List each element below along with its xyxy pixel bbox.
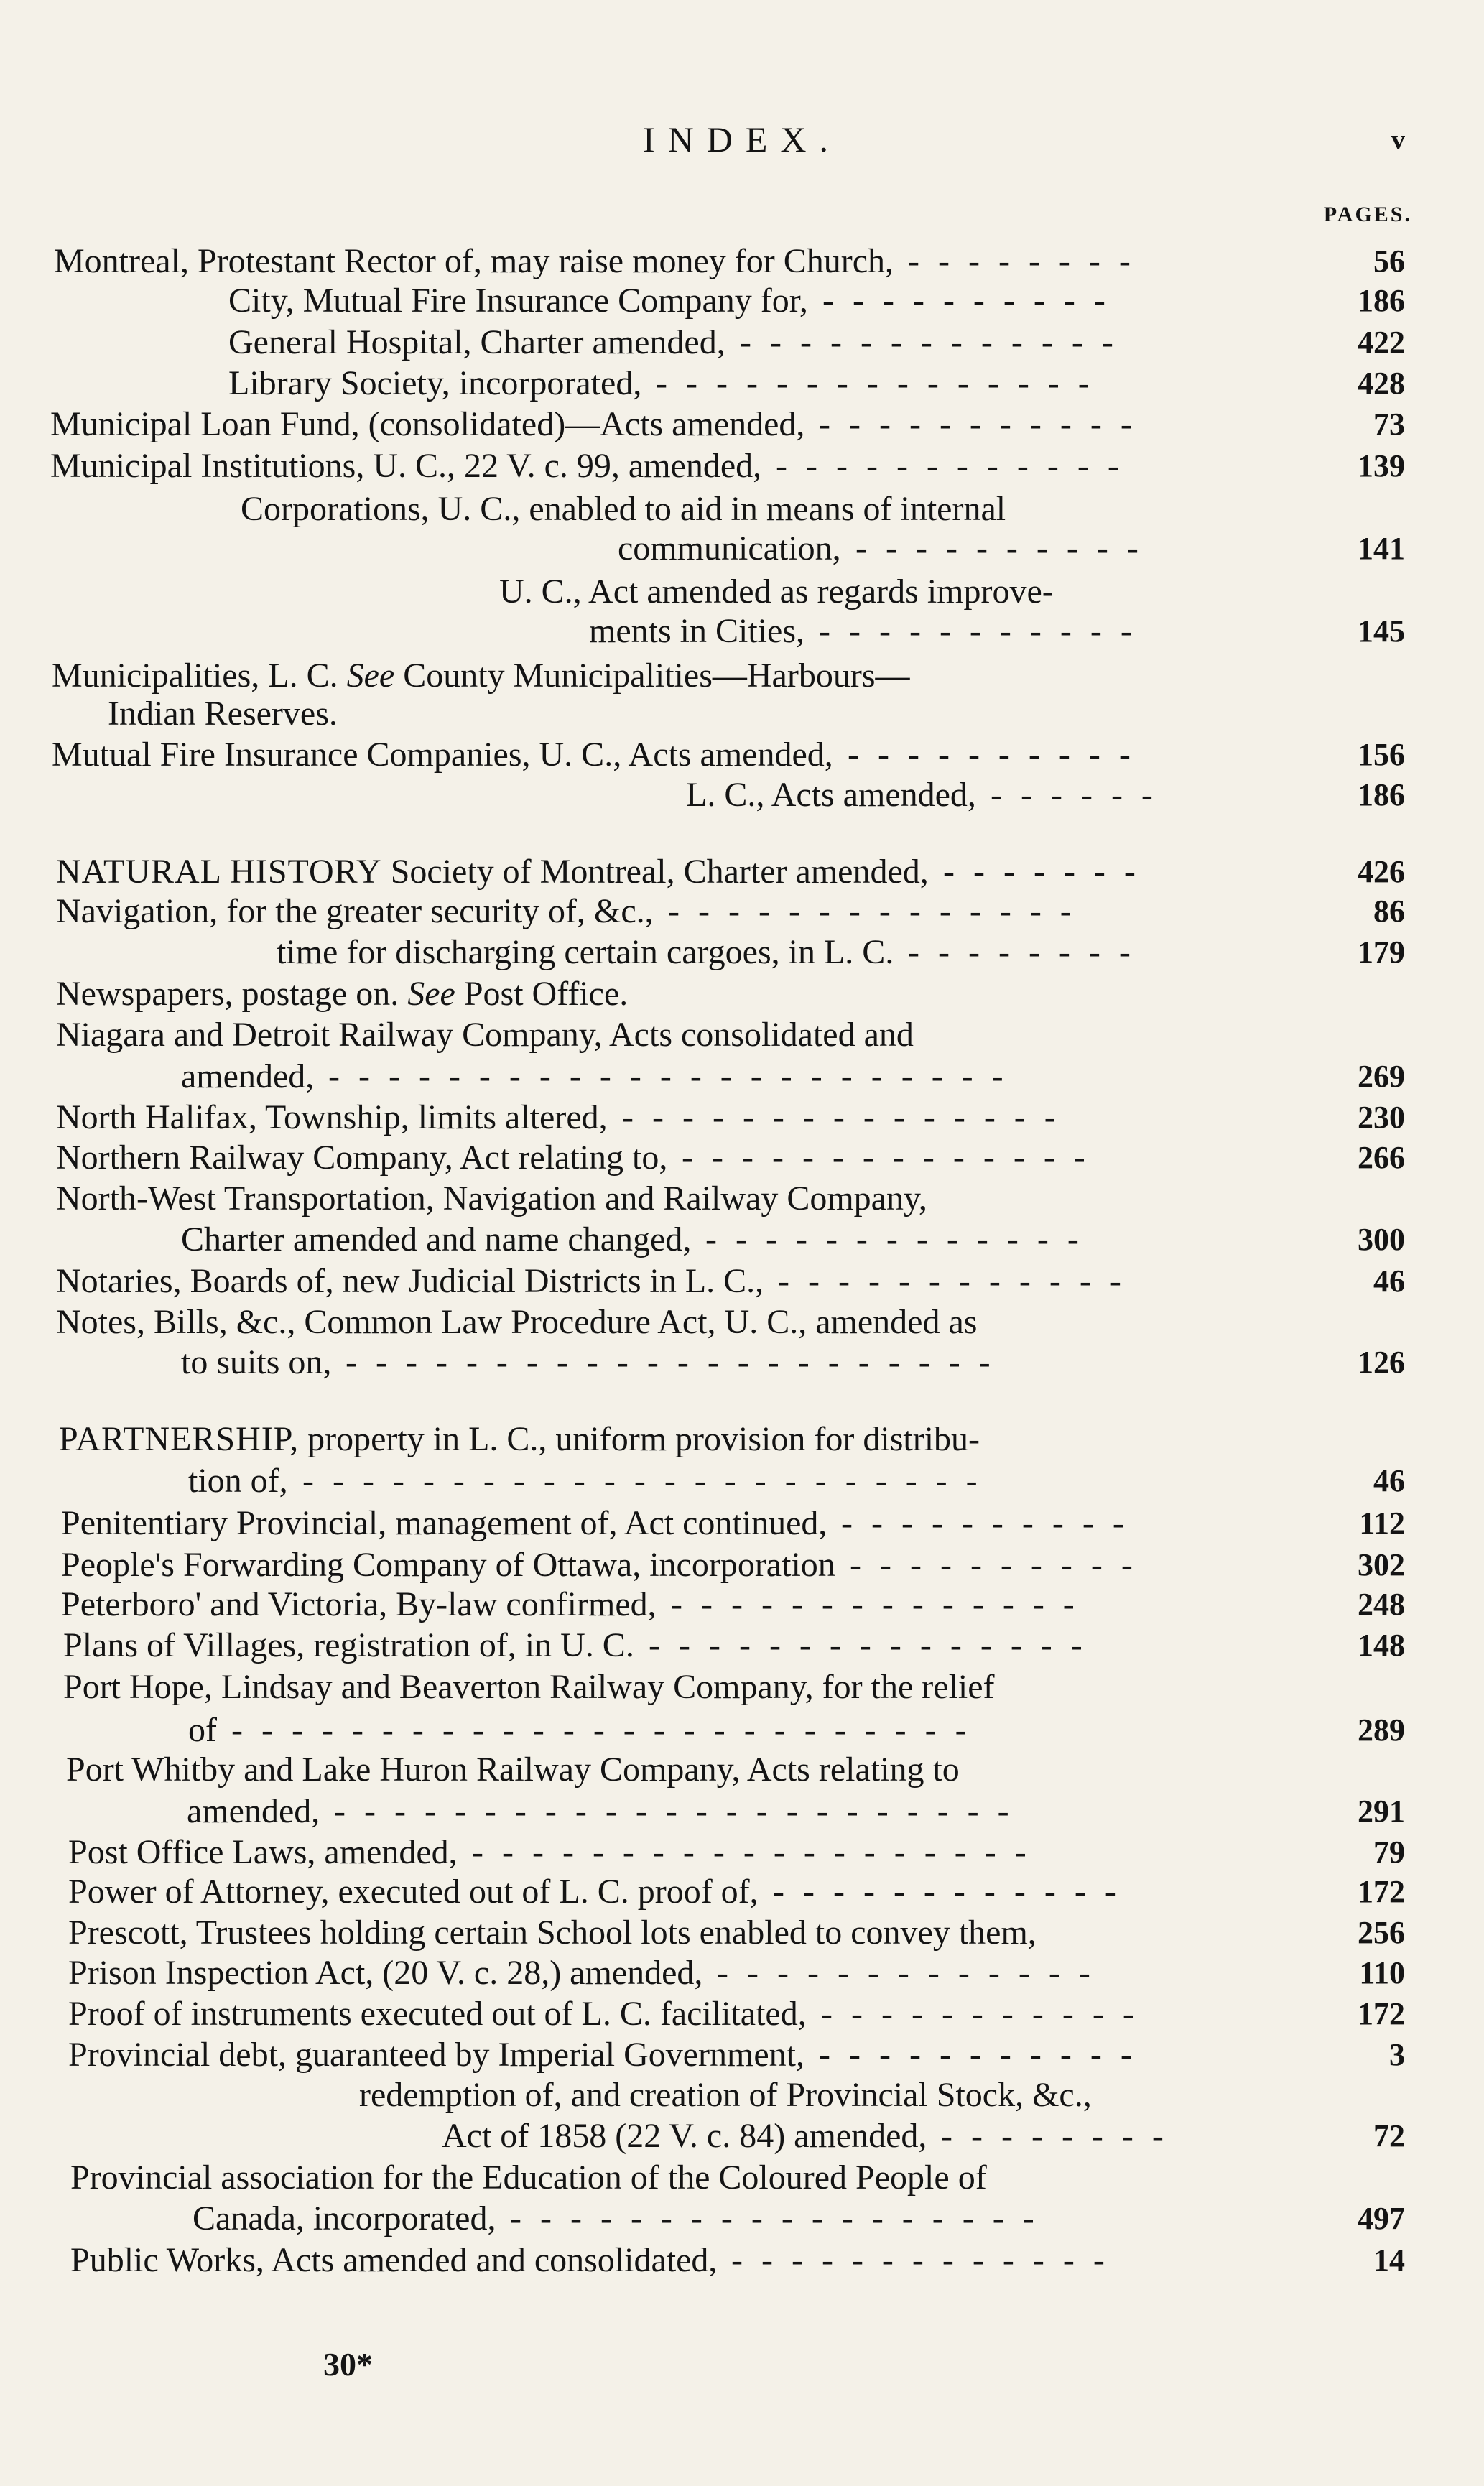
see-reference: See [407,975,455,1013]
entry-text-part: Provincial association for the Education of the Coloured People of [70,2158,987,2197]
entry-text-part: Provincial debt, guaranteed by Imperial Government, [68,2036,804,2074]
entry-text-part: Society of Montreal, Charter amended, [390,853,929,891]
page-reference: 302 [1358,1547,1405,1582]
entry-text [68,1871,759,1913]
entry-text [108,693,338,735]
entry-text-part: Prison Inspection Act, (20 V. c. 28,) amended, [68,1954,703,1992]
index-entry [0,1666,1484,1708]
index-entry [0,1993,1484,2035]
entry-text-part: time for discharging certain cargoes, in L. C. [277,933,894,971]
leader-dashes: -------- [941,2117,1182,2155]
entry-text-part: Niagara and Detroit Railway Company, Acts consolidated and [56,1016,914,1054]
entry-text [63,1666,995,1708]
entry-text-part: Prescott, Trustees holding certain School lots enabled to convey them, [68,1914,1037,1952]
index-entry [0,2157,1484,2199]
page-reference: 230 [1358,1100,1405,1135]
index-entry [0,973,1484,1015]
leader-dashes: ------------- [740,323,1132,361]
page-reference: 46 [1373,1463,1405,1498]
page-reference: 126 [1358,1345,1405,1380]
entry-text-part: Plans of Villages, registration of, in U. C. [63,1626,634,1664]
entry-text [181,1056,314,1098]
leader-dashes: ------------------- [472,1833,1045,1871]
entry-text [56,973,628,1015]
index-entry [0,655,1484,697]
entry-text [241,488,1006,530]
leader-dashes: ----------------------- [328,1057,1022,1095]
entry-text-part: amended, [187,1792,320,1830]
index-entry [0,1302,1484,1343]
entry-text-part: Proof of instruments executed out of L. C. facilitated, [68,1995,807,2033]
index-entry [0,1544,1484,1586]
leader-dashes: ------------ [776,447,1138,485]
leader-dashes: ----------------------- [302,1462,996,1500]
page-reference: 112 [1359,1506,1405,1541]
index-entry [0,1137,1484,1179]
leader-dashes: --------------- [649,1626,1101,1664]
leader-dashes: ------------ [773,1873,1135,1911]
page-reference: 86 [1373,894,1405,929]
index-entry [0,363,1484,404]
index-entry [0,851,1484,893]
entry-text [618,528,841,570]
entry-text [56,1178,927,1220]
index-entry [0,2240,1484,2281]
leader-dashes: ---------- [822,282,1124,320]
entry-text [56,1137,667,1179]
entry-text [499,571,1054,613]
index-entry [0,1342,1484,1383]
index-entry [0,2034,1484,2076]
entry-text-part: Post Office Laws, amended, [68,1833,458,1871]
entry-text-part: Penitentiary Provincial, management of, Act continued, [61,1504,827,1542]
leader-dashes: ------- [943,853,1154,891]
leader-dashes: ---------- [841,1504,1143,1542]
entry-text-part: U. C., Act amended as regards improve- [499,572,1054,611]
index-entry [0,528,1484,570]
entry-text [52,734,833,776]
page-reference: 186 [1358,777,1405,812]
index-entry [0,2074,1484,2116]
index-entry [0,693,1484,735]
index-entry [0,488,1484,530]
leader-dashes: -------------- [668,892,1090,930]
index-entry [0,1832,1484,1873]
leader-dashes: --------------- [656,364,1108,402]
index-entry [0,1952,1484,1994]
leader-dashes: ---------- [848,736,1149,774]
entry-text-part: Power of Attorney, executed out of L. C. proof of, [68,1873,759,1911]
page-reference: 248 [1358,1587,1405,1622]
leader-dashes: ----------- [821,1995,1153,2033]
leader-dashes: ------------- [705,1220,1098,1258]
page-reference: 46 [1373,1263,1405,1299]
leader-dashes: ----------- [819,405,1151,443]
page-reference: 497 [1358,2201,1405,2236]
entry-text-part: Municipal Institutions, U. C., 22 V. c. 99, amended, [50,447,762,485]
page-reference: 141 [1358,531,1405,566]
entry-text-part: ments in Cities, [589,612,804,650]
page-reference: 289 [1358,1712,1405,1748]
page-reference: 148 [1358,1628,1405,1663]
entry-text-part: Northern Railway Company, Act relating to, [56,1138,668,1177]
entry-text [52,655,910,697]
index-entry [0,1625,1484,1666]
index-entry [0,1014,1484,1056]
index-entry [0,571,1484,613]
entry-text-part: Mutual Fire Insurance Companies, U. C., Acts amended, [52,736,833,774]
leader-dashes: ------------ [778,1262,1140,1300]
entry-text-part: to suits on, [181,1343,332,1381]
leader-dashes: ----------- [819,612,1151,650]
entry-text-part: L. C., Acts amended, [686,776,976,814]
index-entry [0,1097,1484,1138]
entry-text [70,2240,717,2281]
page-reference: 139 [1358,448,1405,483]
entry-heading: PARTNERSHIP, [59,1420,300,1458]
leader-dashes: ------ [991,776,1172,814]
signature-mark: 30* [323,2346,373,2383]
entry-text [61,1503,827,1544]
entry-text [68,2034,804,2076]
index-entry [0,1503,1484,1544]
index-entry [0,445,1484,487]
entry-text-part: People's Forwarding Company of Ottawa, incorporation [61,1546,835,1584]
entry-text-part: Library Society, incorporated, [228,364,642,402]
page-reference: 110 [1359,1955,1405,1990]
entry-text-part: communication, [618,529,841,567]
entry-text-part: North Halifax, Township, limits altered, [56,1098,608,1136]
entry-text [61,1584,657,1625]
entry-text-part: redemption of, and creation of Provincial Stock, &c., [359,2076,1092,2114]
index-entry [0,734,1484,776]
entry-text-part: Newspapers, postage on. [56,975,399,1013]
page-number: v [1391,125,1405,155]
page-reference: 179 [1358,934,1405,970]
entry-text [61,1544,835,1586]
entry-text [188,1460,288,1502]
entry-text [56,851,929,893]
page-reference: 422 [1358,325,1405,360]
entry-text-part: Notes, Bills, &c., Common Law Procedure Act, U. C., amended as [56,1303,978,1341]
entry-text-part: General Hospital, Charter amended, [228,323,725,361]
entry-text [193,2198,496,2240]
index-entry [0,1261,1484,1302]
page-reference: 72 [1373,2118,1405,2153]
index-entry [0,1584,1484,1625]
index-entry [0,611,1484,652]
entry-text [54,241,894,282]
page-reference: 269 [1358,1059,1405,1094]
entry-text [56,1014,914,1056]
entry-text-part: Notaries, Boards of, new Judicial Districts in L. C., [56,1262,764,1300]
page-reference: 145 [1358,613,1405,649]
entry-text-part: Municipalities, L. C. [52,657,338,695]
index-entry [0,1912,1484,1954]
leader-dashes: -------------- [671,1585,1093,1623]
entry-text [228,280,808,322]
page-reference: 426 [1358,854,1405,889]
entry-text-part: Corporations, U. C., enabled to aid in means of internal [241,490,1006,528]
entry-text-part: Peterboro' and Victoria, By-law confirmed, [61,1585,657,1623]
entry-text-part: County Municipalities—Harbours— [403,657,910,695]
page-reference: 156 [1358,737,1405,772]
index-entry [0,1710,1484,1751]
page-reference: 186 [1358,283,1405,318]
entry-text [63,1625,634,1666]
entry-text [66,1749,960,1791]
leader-dashes: ------------- [731,2241,1123,2279]
index-entry [0,1460,1484,1502]
entry-text-part: Act of 1858 (22 V. c. 84) amended, [442,2117,927,2155]
entry-text [68,1952,702,1994]
entry-text [359,2074,1092,2116]
leader-dashes: ----------- [819,2036,1151,2074]
entry-text [68,1993,807,2035]
entry-text-part: of [188,1711,217,1749]
entry-text [188,1710,217,1751]
index-entry [0,1749,1484,1791]
leader-dashes: ------------- [717,1954,1109,1992]
index-entry [0,1871,1484,1913]
page-reference: 56 [1373,244,1405,279]
leader-dashes: --------------- [622,1098,1075,1136]
leader-dashes: -------- [908,242,1149,280]
index-entry [0,241,1484,282]
entry-text-part: amended, [181,1057,315,1095]
page-reference: 3 [1389,2037,1405,2072]
page-reference: 300 [1358,1222,1405,1257]
entry-text [277,932,894,973]
entry-text-part: City, Mutual Fire Insurance Company for, [228,282,808,320]
index-entry [0,1219,1484,1261]
index-entry [0,774,1484,816]
index-entry [0,322,1484,363]
pages-column-label: PAGES. [1323,203,1412,226]
entry-text [68,1832,458,1873]
entry-text-part: tion of, [188,1462,288,1500]
leader-dashes: ---------------------- [346,1343,1009,1381]
page-reference: 14 [1373,2242,1405,2278]
index-entry [0,891,1484,932]
page-reference: 172 [1358,1874,1405,1909]
page-reference: 79 [1373,1835,1405,1870]
leader-dashes: ---------- [855,529,1157,567]
entry-text [59,1419,980,1460]
entry-text [50,445,761,487]
entry-text [56,1097,608,1138]
leader-dashes: -------------- [682,1138,1104,1177]
entry-text-part: Public Works, Acts amended and consolidated, [70,2241,718,2279]
entry-text-part: Canada, incorporated, [193,2199,496,2237]
index-entry [0,1056,1484,1098]
entry-text-part: Indian Reserves. [108,695,338,733]
index-entry [0,1791,1484,1832]
leader-dashes: ------------------ [510,2199,1053,2237]
entry-text-part: North-West Transportation, Navigation and Railway Company, [56,1179,927,1218]
page-header [0,119,1484,176]
entry-text [228,363,641,404]
page-reference: 291 [1358,1794,1405,1829]
page-title: INDEX. [642,119,842,159]
index-entry [0,932,1484,973]
leader-dashes: ----------------------- [334,1792,1028,1830]
entry-text [686,774,976,816]
entry-text [442,2115,927,2157]
leader-dashes: -------- [908,933,1149,971]
entry-text [187,1791,320,1832]
entry-text-part: property in L. C., uniform provision for distribu- [307,1420,980,1458]
entry-text [56,1261,764,1302]
see-reference: See [346,657,395,695]
entry-text [56,1302,977,1343]
entry-text-part: Post Office. [463,975,629,1013]
entry-text [181,1342,331,1383]
index-entry [0,1419,1484,1460]
index-entry [0,1178,1484,1220]
entry-text [70,2157,987,2199]
entry-text-part: Charter amended and name changed, [181,1220,692,1258]
entry-text-part: Navigation, for the greater security of, &c., [56,892,654,930]
page-reference: 256 [1358,1915,1405,1950]
entry-text-part: Port Hope, Lindsay and Beaverton Railway Company, for the relief [63,1668,995,1706]
entry-text-part: Port Whitby and Lake Huron Railway Company, Acts relating to [66,1750,960,1789]
entry-text [589,611,804,652]
index-entry [0,2198,1484,2240]
entry-heading: NATURAL HISTORY [56,853,382,891]
index-entry [0,2115,1484,2157]
entry-text [68,1912,1037,1954]
page-reference: 266 [1358,1140,1405,1175]
entry-text [228,322,725,363]
leader-dashes: ---------- [850,1546,1151,1584]
entry-text [56,891,654,932]
index-entry [0,280,1484,322]
index-entry [0,404,1484,445]
entry-text-part: Montreal, Protestant Rector of, may raise money for Church, [54,242,894,280]
entry-text [181,1219,691,1261]
page-reference: 172 [1358,1996,1405,2031]
entry-text-part: Municipal Loan Fund, (consolidated)—Acts amended, [50,405,805,443]
page-reference: 73 [1373,407,1405,442]
entry-text [50,404,804,445]
leader-dashes: ------------------------- [231,1711,986,1749]
page-reference: 428 [1358,366,1405,401]
